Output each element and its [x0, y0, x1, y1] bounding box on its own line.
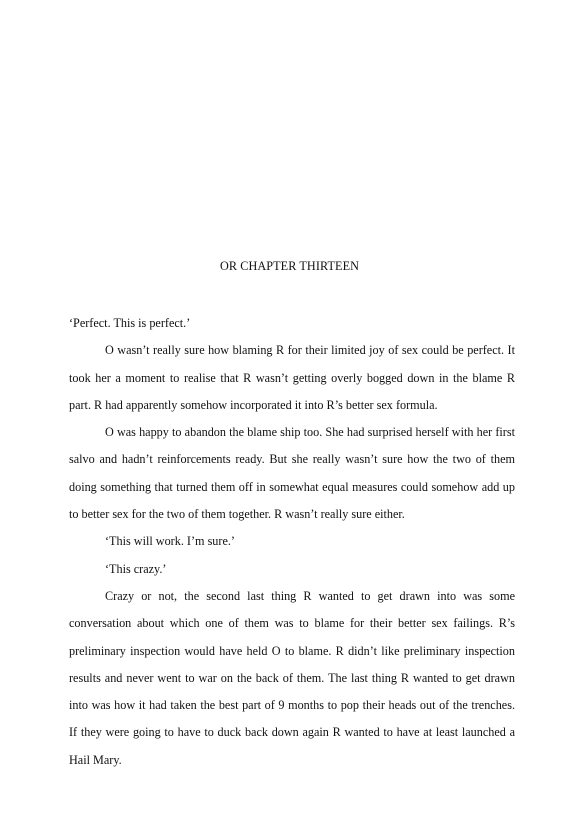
- chapter-body: [69, 310, 515, 774]
- paragraph: Crazy or not, the second last thing R wanted to get drawn into was some conversation about which one of them was to blame for their better sex failings. R’s preliminary inspection would have held O to blame. R didn’t like preliminary inspection results and never went to war on the back of them. The last thing R wanted to get drawn into was how it had taken the best part of 9 months to pop their heads out of the trenches. If they were going to have to duck back down again R wanted to have at least launched a Hail Mary.: [69, 588, 515, 767]
- paragraph: ‘This will work. I’m sure.’: [105, 534, 235, 549]
- paragraph: O was happy to abandon the blame ship too. She had surprised herself with her first salvo and hadn’t reinforcements ready. But she really wasn’t sure how the two of them doing something that turned them off in somewhat equal measures could somehow add up to better sex for the two of them together. R wasn’t really sure either.: [69, 425, 515, 522]
- paragraph: O wasn’t really sure how blaming R for their limited joy of sex could be perfect. It took her a moment to realise that R wasn’t getting overly bogged down in the blame R part. R had apparently somehow incorporated it into R’s better sex formula.: [69, 343, 515, 412]
- chapter-title: OR CHAPTER THIRTEEN: [219, 259, 360, 273]
- paragraph: ‘Perfect. This is perfect.’: [69, 316, 191, 330]
- paragraph: ‘This crazy.’: [105, 561, 167, 576]
